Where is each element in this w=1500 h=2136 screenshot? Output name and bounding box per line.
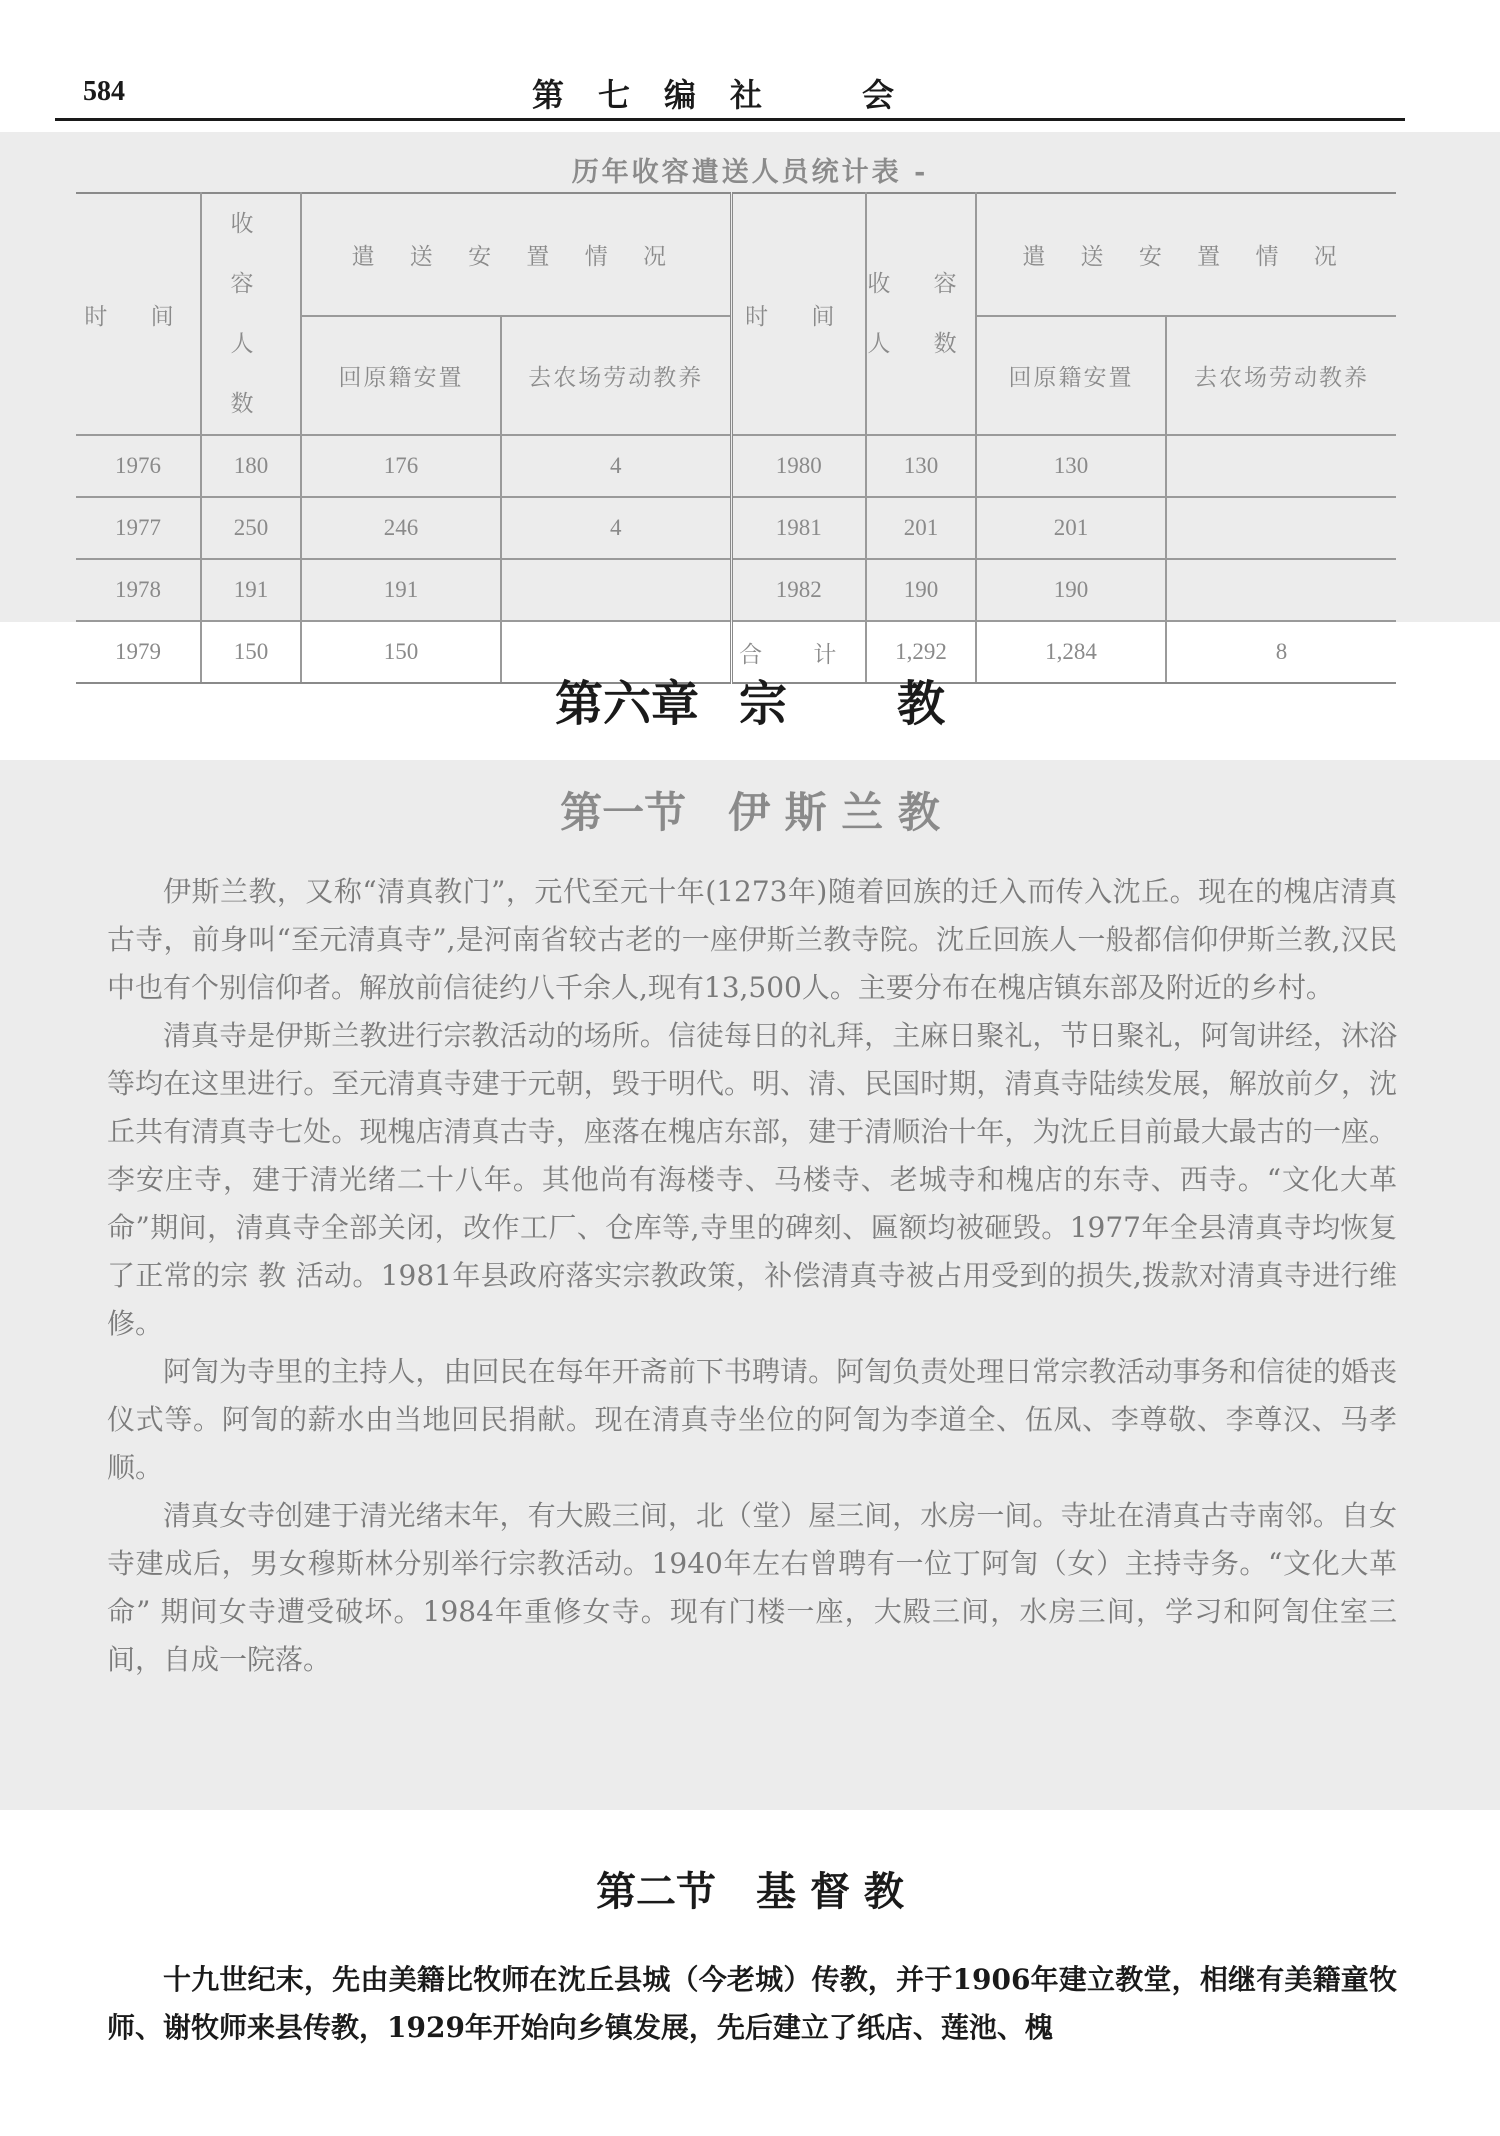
col-header-disposal: 遣 送 安 置 情 况 [976, 193, 1396, 316]
chapter-title-char-a: 宗 [738, 676, 787, 732]
col-header-count: 收 容 人 数 [201, 193, 301, 435]
cell-farm: 8 [1166, 621, 1396, 683]
paragraph: 阿訇为寺里的主持人，由回民在每年开斋前下书聘请。阿訇负责处理日常宗教活动事务和信徒的婚丧仪式等。阿訇的薪水由当地回民捐献。现在清真寺坐位的阿訇为李道全、伍凤、李尊敬、李尊汉、马孝顺。 [107, 1355, 1397, 1484]
cell-year: 1977 [76, 497, 201, 559]
cell-farm [1166, 435, 1396, 497]
table-row [76, 435, 1396, 497]
running-title: 第七编社 会 [531, 76, 928, 114]
cell-returned: 246 [301, 497, 501, 559]
cell-returned: 190 [976, 559, 1166, 621]
cell-year: 1981 [731, 497, 866, 559]
table-row [76, 497, 1396, 559]
chapter-number: 第六章 [554, 676, 699, 732]
cell-year: 1979 [76, 621, 201, 683]
col-header-time: 时 间 [76, 193, 201, 435]
cell-year: 1976 [76, 435, 201, 497]
cell-count: 250 [201, 497, 301, 559]
cell-count: 190 [866, 559, 976, 621]
cell-returned: 201 [976, 497, 1166, 559]
cell-returned: 191 [301, 559, 501, 621]
chapter-title-char-b: 教 [897, 676, 946, 732]
col-header-count: 收 容 人 数 [866, 193, 976, 435]
cell-count: 180 [201, 435, 301, 497]
section2-title: 第二节 基 督 教 [596, 1868, 904, 1915]
cell-farm: 4 [501, 497, 731, 559]
cell-year: 1980 [731, 435, 866, 497]
paragraph: 十九世纪末，先由美籍比牧师在沈丘县城（今老城）传教，并于1906年建立教堂，相继有美籍童牧师、谢牧师来县传教，1929年开始向乡镇发展，先后建立了纸店、莲池、槐 [107, 1963, 1397, 2044]
col-header-time: 时 间 [731, 193, 866, 435]
paragraph: 清真女寺创建于清光绪末年，有大殿三间，北（堂）屋三间，水房一间。寺址在清真古寺南邻。自女寺建成后，男女穆斯林分别举行宗教活动。1940年左右曾聘有一位丁阿訇（女）主持寺务。“文化大革命” 期间女寺遭受破坏。1984年重修女寺。现有门楼一座，大殿三间，水房三间，学习和阿訇住室三间，自成一院落。 [107, 1499, 1397, 1676]
paragraph: 伊斯兰教，又称“清真教门”，元代至元十年(1273年)随着回族的迁入而传入沈丘。现在的槐店清真古寺，前身叫“至元清真寺”,是河南省较古老的一座伊斯兰教寺院。沈丘回族人一般都信仰伊斯兰教,汉民中也有个别信仰者。解放前信徒约八千余人,现有13,500人。主要分布在槐店镇东部及附近的乡村。 [107, 875, 1397, 1004]
cell-count: 150 [201, 621, 301, 683]
cell-returned: 130 [976, 435, 1166, 497]
cell-farm [1166, 559, 1396, 621]
col-header-farm: 去农场劳动教养 [501, 316, 731, 435]
table-row [76, 559, 1396, 621]
section2-body [107, 1956, 1397, 2052]
col-header-return: 回原籍安置 [976, 316, 1166, 435]
col-header-return: 回原籍安置 [301, 316, 501, 435]
cell-year: 1982 [731, 559, 866, 621]
page-header [55, 70, 1405, 118]
table-title: 历年收容遣送人员统计表 - [571, 157, 929, 188]
statistics-table [76, 192, 1396, 684]
cell-count: 130 [866, 435, 976, 497]
page-number: 584 [83, 76, 125, 107]
header-rule [55, 118, 1405, 121]
chapter-title [0, 665, 1500, 734]
cell-returned: 176 [301, 435, 501, 497]
cell-count: 1,292 [866, 621, 976, 683]
cell-returned: 150 [301, 621, 501, 683]
section1-title: 第一节 伊 斯 兰 教 [560, 788, 940, 837]
cell-count: 191 [201, 559, 301, 621]
paragraph: 清真寺是伊斯兰教进行宗教活动的场所。信徒每日的礼拜，主麻日聚礼，节日聚礼，阿訇讲经，沐浴等均在这里进行。至元清真寺建于元朝，毁于明代。明、清、民国时期，清真寺陆续发展，解放前夕，沈丘共有清真寺七处。现槐店清真古寺，座落在槐店东部，建于清顺治十年，为沈丘目前最大最古的一座。李安庄寺，建于清光绪二十八年。其他尚有海楼寺、马楼寺、老城寺和槐店的东寺、西寺。“文化大革命”期间，清真寺全部关闭，改作工厂、仓库等,寺里的碑刻、匾额均被砸毁。1977年全县清真寺均恢复了正常的宗 教 活动。1981年县政府落实宗教政策，补偿清真寺被占用受到的损失,拨款对清真寺进行维修。 [107, 1019, 1397, 1340]
cell-farm [1166, 497, 1396, 559]
col-header-disposal: 遣 送 安 置 情 况 [301, 193, 731, 316]
cell-year: 1978 [76, 559, 201, 621]
section1-body [107, 868, 1397, 1684]
cell-total-label: 合 计 [731, 621, 866, 683]
cell-farm [501, 559, 731, 621]
col-header-farm: 去农场劳动教养 [1166, 316, 1396, 435]
cell-returned: 1,284 [976, 621, 1166, 683]
cell-farm: 4 [501, 435, 731, 497]
cell-count: 201 [866, 497, 976, 559]
